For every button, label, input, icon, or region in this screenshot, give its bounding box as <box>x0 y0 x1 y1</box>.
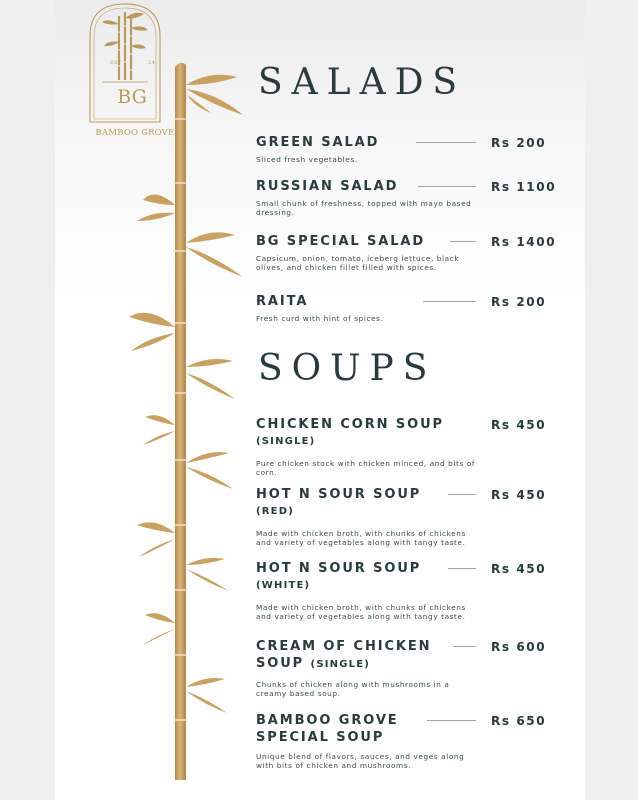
item-name: GREEN SALAD <box>256 135 380 150</box>
item-price: Rs 1400 <box>491 235 557 249</box>
item-name-line2 <box>256 655 556 673</box>
item-name: BG SPECIAL SALAD <box>256 234 426 249</box>
item-name: HOT N SOUR SOUP <box>256 487 422 502</box>
leader-line <box>450 241 476 242</box>
item-price: Rs 650 <box>491 714 547 728</box>
item-price: Rs 1100 <box>491 180 557 194</box>
leader-line <box>448 494 476 495</box>
item-price: Rs 600 <box>491 640 547 654</box>
item-name: RUSSIAN SALAD <box>256 179 399 194</box>
leader-line <box>418 186 476 187</box>
right-margin <box>585 0 638 800</box>
item-description: Made with chicken broth, with chunks of chickens and variety of vegetables along with tangy taste. <box>256 603 466 621</box>
leader-line <box>427 720 476 721</box>
item-price: Rs 200 <box>491 136 547 150</box>
item-description: Made with chicken broth, with chunks of chickens and variety of vegetables along with tangy taste. <box>256 529 466 547</box>
item-note: (SINGLE) <box>310 659 370 670</box>
item-name: CHICKEN CORN SOUP <box>256 417 444 432</box>
leader-line <box>416 142 476 143</box>
item-price: Rs 450 <box>491 418 547 432</box>
item-name-second-line: SPECIAL SOUP <box>256 730 385 745</box>
item-description: Small chunk of freshness, topped with mayo based dressing. <box>256 199 472 217</box>
leader-line <box>423 301 476 302</box>
item-description: Fresh curd with hint of spices. <box>256 314 384 323</box>
menu-page <box>55 0 585 800</box>
left-margin <box>0 0 55 800</box>
logo-year-text: 24 <box>148 60 156 66</box>
item-price: Rs 200 <box>491 295 547 309</box>
item-description: Pure chicken stock with chicken minced, and bits of corn. <box>256 459 476 477</box>
logo-brand-name: BAMBOO GROVE <box>95 128 175 138</box>
logo-est-text: EST <box>110 60 122 66</box>
item-note: (SINGLE) <box>256 436 316 447</box>
section-title-soups: SOUPS <box>258 348 437 389</box>
item-name: BAMBOO GROVE <box>256 713 399 728</box>
item-description: Unique blend of flavors, sauces, and veges along with bits of chicken and mushrooms. <box>256 752 465 770</box>
logo-monogram: BG <box>117 86 147 108</box>
item-note: (RED) <box>256 506 294 517</box>
bamboo-stalk-icon <box>125 55 255 785</box>
item-name-second-line: SOUP <box>256 656 305 671</box>
item-price: Rs 450 <box>491 488 547 502</box>
item-name: RAITA <box>256 294 309 309</box>
item-name: CREAM OF CHICKEN <box>256 639 432 654</box>
section-title-salads: SALADS <box>258 62 467 103</box>
leader-line <box>453 646 476 647</box>
item-note: (WHITE) <box>256 580 311 591</box>
item-price: Rs 450 <box>491 562 547 576</box>
item-description: Chunks of chicken along with mushrooms in a creamy based soup. <box>256 680 450 698</box>
item-description: Sliced fresh vegetables. <box>256 155 358 164</box>
item-name: HOT N SOUR SOUP <box>256 561 422 576</box>
leader-line <box>448 568 476 569</box>
item-description: Capsicum, onion, tomato, iceberg lettuce, black olives, and chicken fillet filled with spices. <box>256 254 460 272</box>
